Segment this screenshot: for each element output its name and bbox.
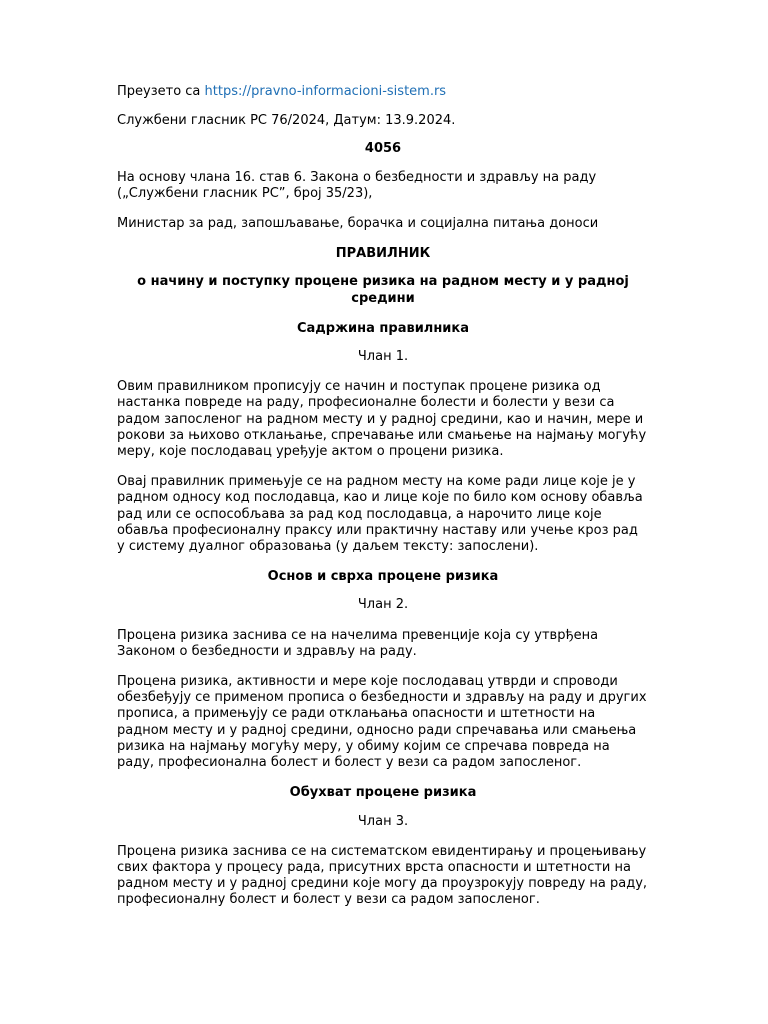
article-paragraph: Овим правилником прописују се начин и поступак процене ризика од настанка повреде на раду, професионалне болести и болести у вези са радом запосленог на радном месту и у радној средини, као и начин, мере и рокови за њихово отклањање, спречавање или смањење на најмању могућу меру, које послодавац уређује актом о процени ризика. <box>117 379 647 460</box>
article-number: Члан 2. <box>357 597 409 613</box>
article-paragraph: Процена ризика, активности и мере које послодавац утврди и спроводи обезбеђују се применом прописа о безбедности и здрављу на раду и других прописа, а примењују се ради отклањања опасности и штетности на радном месту и у радној средини, односно ради спречавања или смањења ризика на најмању могућу меру, у обиму којим се спречава повреда на раду, професионална болест и болест у вези са радом запосленог. <box>117 674 647 771</box>
document-page <box>117 84 649 923</box>
article-number: Члан 1. <box>357 349 409 365</box>
section-heading: Обухват процене ризика <box>289 785 477 801</box>
article-paragraph: Процена ризика заснива се на начелима превенције која су утврђена Законом о безбедности и здрављу на раду. <box>117 627 599 659</box>
document-title: ПРАВИЛНИК <box>335 246 431 262</box>
source-link[interactable]: https://pravno-informacioni-sistem.rs <box>204 84 447 99</box>
document-number: 4056 <box>364 141 402 157</box>
gazette-reference: Службени гласник РС 76/2024, Датум: 13.9.2024. <box>117 113 456 129</box>
legal-basis: На основу члана 16. став 6. Закона о безбедности и здрављу на раду („Службени гласник РС”, број 35/23), <box>117 169 597 201</box>
document-subtitle: о начину и поступку процене ризика на радном месту и у радној средини <box>137 274 629 306</box>
source-prefix: Преузето са <box>117 84 205 99</box>
issuer-statement: Министар за рад, запошљавање, борачка и социјална питања доноси <box>117 216 599 232</box>
section-heading: Садржина правилника <box>296 320 470 336</box>
source-line <box>117 84 649 100</box>
section-heading: Основ и сврха процене ризика <box>267 569 499 585</box>
article-paragraph: Процена ризика заснива се на систематском евидентирању и процењивању свих фактора у процесу рада, присутних врста опасности и штетности на радном месту и у радној средини које могу да проузрокују повреду на раду, професионалну болест и болест у вези са радом запосленог. <box>117 843 648 908</box>
article-paragraph: Овај правилник примењује се на радном месту на коме ради лице које је у радном односу код послодавца, као и лице које по било ком основу обавља рад или се оспособљава за рад код послодавца, а нарочито лице које обавља професионалну праксу или практичну наставу или учење кроз рад у систему дуалног образовања (у даљем тексту: запослени). <box>117 474 643 555</box>
article-number: Члан 3. <box>357 813 409 829</box>
